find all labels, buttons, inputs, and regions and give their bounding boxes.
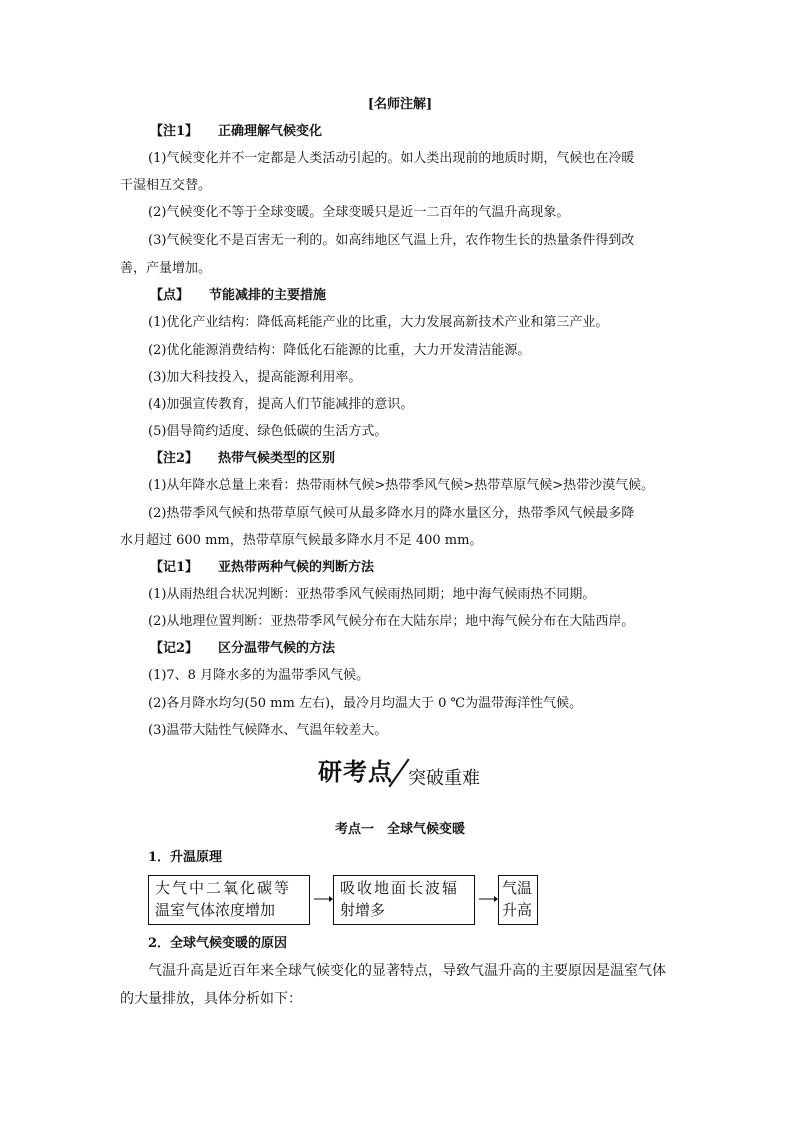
point-tag: 【点】 (150, 288, 190, 303)
point-item: (4)加强宣传教育，提高人们节能减排的意识。 (148, 397, 414, 412)
note2-tag: 【注2】 (150, 451, 199, 466)
note1-item1-line2: 干湿相互交替。 (120, 178, 212, 193)
memo2-item: (1)7、8 月降水多的为温带季风气候。 (148, 668, 370, 683)
section-banner (318, 752, 518, 792)
note2-heading (150, 451, 710, 467)
paragraph-line1: 气温升高是近百年来全球气候变化的显著特点，导致气温升高的主要原因是温室气体 (148, 963, 666, 979)
note1-heading (150, 124, 710, 140)
flow-box-temperature-line2: 升高 (502, 901, 533, 919)
flow-box-co2-line2: 温室气体浓度增加 (155, 901, 276, 919)
memo1-tag: 【记1】 (150, 560, 199, 575)
note1-item1-line1: (1)气候变化并不一定都是人类活动引起的。如人类出现前的地质时期，气候也在冷暖 (148, 151, 635, 166)
point-item: (5)倡导简约适度、绿色低碳的生活方式。 (148, 424, 388, 439)
memo2-title: 区分温带气候的方法 (218, 641, 336, 656)
section-title: [名师注解] (367, 97, 433, 112)
note1-tag: 【注1】 (150, 124, 199, 139)
flow-box-temperature-line1: 气温 (502, 879, 533, 897)
note1-item3-line2: 善，产量增加。 (120, 261, 212, 276)
flow-box-radiation (333, 875, 475, 925)
note1-title: 正确理解气候变化 (218, 124, 323, 139)
point-item: (2)优化能源消费结构：降低化石能源的比重，大力开发清洁能源。 (148, 343, 531, 358)
note1-item2: (2)气候变化不等于全球变暖。全球变暖只是近一二百年的气温升高现象。 (148, 205, 570, 220)
memo1-title: 亚热带两种气候的判断方法 (218, 560, 375, 575)
memo1-item: (2)从地理位置判断：亚热带季风气候分布在大陆东岸；地中海气候分布在大陆西岸。 (148, 614, 635, 629)
memo2-tag: 【记2】 (150, 641, 199, 656)
flow-arrow-icon (478, 894, 498, 904)
flow-box-temperature (498, 875, 538, 925)
flow-box-radiation-line1: 吸收地面长波辐 (340, 879, 460, 897)
memo1-heading (150, 560, 710, 576)
point-heading (150, 288, 710, 304)
memo2-item: (2)各月降水均匀(50 mm 左右)，最冷月均温大于 0 ℃为温带海洋性气候。 (148, 696, 583, 711)
banner-right-text: 突破重难 (408, 768, 480, 789)
note1-item3-line1: (3)气候变化不是百害无一利的。如高纬地区气温上升，农作物生长的热量条件得到改 (148, 233, 635, 248)
paragraph-line2: 的大量排放，具体分析如下： (120, 991, 302, 1007)
memo2-heading (150, 641, 710, 657)
note2-item2-line1: (2)热带季风气候和热带草原气候可从最多降水月的降水量区分，热带季风气候最多降 (148, 506, 635, 521)
subheading-2: 2．全球气候变暖的原因 (148, 936, 288, 951)
point-item: (1)优化产业结构：降低高耗能产业的比重，大力发展高新技术产业和第三产业。 (148, 315, 609, 330)
subheading-1: 1．升温原理 (148, 850, 223, 865)
flow-arrow-icon (313, 894, 333, 904)
memo2-item: (3)温带大陆性气候降水、气温年较差大。 (148, 723, 388, 738)
banner-left-text: 研考点 (318, 758, 393, 786)
flow-box-co2-line1: 大气中二氧化碳等 (155, 879, 292, 897)
note2-title: 热带气候类型的区别 (218, 451, 336, 466)
note2-item1: (1)从年降水总量上来看：热带雨林气候>热带季风气候>热带草原气候>热带沙漠气候。 (148, 478, 655, 493)
kaodian-title: 考点一 全球气候变暖 (334, 822, 465, 837)
flow-box-co2 (148, 875, 310, 925)
memo1-item: (1)从雨热组合状况判断：亚热带季风气候雨热同期；地中海气候雨热不同期。 (148, 587, 596, 602)
point-title: 节能减排的主要措施 (209, 288, 327, 303)
flow-box-radiation-line2: 射增多 (340, 901, 386, 919)
note2-item2-line2: 水月超过 600 mm，热带草原气候最多降水月不足 400 mm。 (120, 533, 483, 548)
point-item: (3)加大科技投入，提高能源利用率。 (148, 370, 362, 385)
